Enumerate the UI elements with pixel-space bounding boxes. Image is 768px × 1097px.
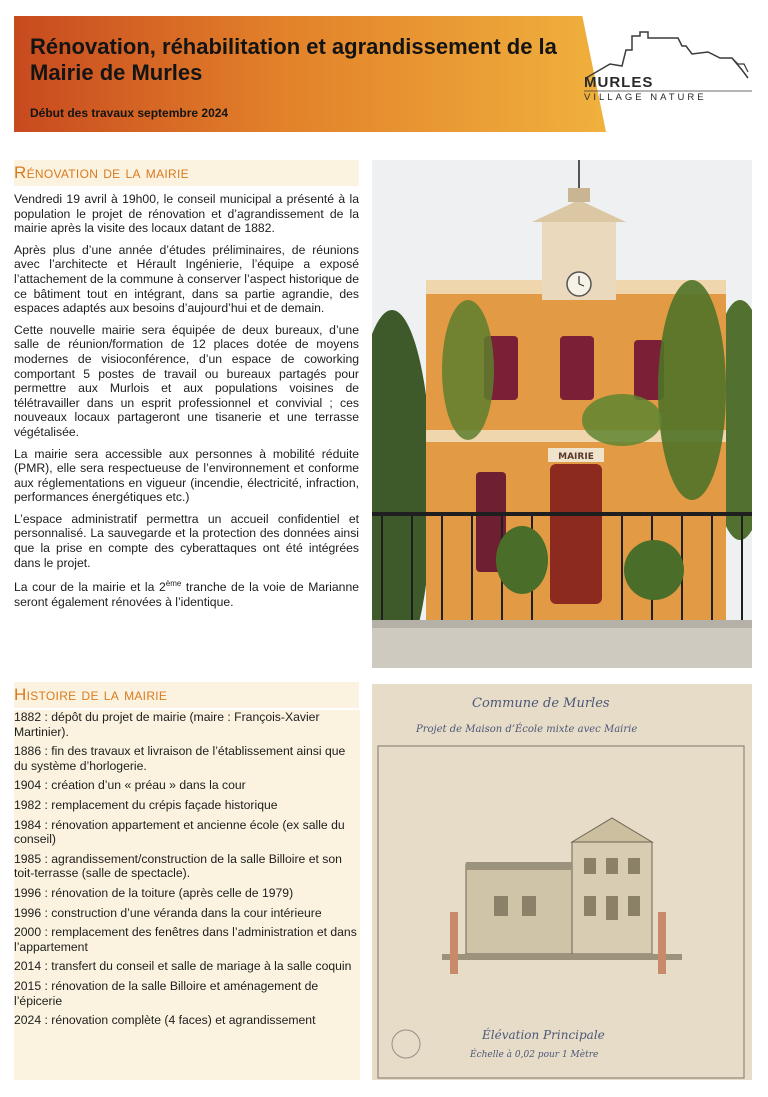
plan-scale-label: Échelle à 0,02 pour 1 Mètre — [470, 1050, 599, 1060]
paragraph: Après plus d’une année d’études préliminaires, de réunions avec l’architecte et Hérault Ingénierie, l’équipe a exposé l’attachement de la commune à conserver l’aspect historique de ce bâtiment tout en intégrant, dans sa partie agrandie, des espaces adaptés aux besoins d’aujourd’hui et de demain. — [14, 242, 359, 316]
histoire-heading: Histoire de la mairie — [14, 682, 359, 708]
renovation-heading: Rénovation de la mairie — [14, 160, 359, 186]
plan-subtitle: Projet de Maison d’École mixte avec Mairie — [416, 724, 638, 735]
logo-name: MURLES — [584, 74, 654, 91]
logo-tagline: VILLAGE NATURE — [584, 92, 707, 103]
list-item: 1886 : fin des travaux et livraison de l’établissement ainsi que du système d’horlogerie. — [14, 744, 346, 773]
list-item: 1996 : rénovation de la toiture (après celle de 1979) — [14, 885, 294, 900]
paragraph: Vendredi 19 avril à 19h00, le conseil municipal a présenté à la population le projet de rénovation et d’agrandissement de la mairie après la visite des locaux datant de 1882. — [14, 192, 359, 236]
page-subtitle: Début des travaux septembre 2024 — [30, 106, 229, 120]
list-item: 1984 : rénovation appartement et ancienne école (ex salle du conseil) — [14, 817, 345, 847]
list-item: 1904 : création d’un « préau » dans la cour — [14, 778, 246, 793]
architectural-plan — [372, 684, 752, 1080]
list-item: 2015 : rénovation de la salle Billoire et aménagement de l’épicerie — [14, 978, 319, 1008]
paragraph: L’espace administratif permettra un accueil confidentiel et personnalisé. La sauvegarde et la protection des données ainsi que la prise en compte des cyberattaques ont été intégrées dans le projet. — [14, 511, 359, 570]
mairie-sign: MAIRIE — [558, 452, 594, 462]
paragraph-last: La cour de la mairie et la 2ème tranche de la voie de Marianne seront également rénovées à l’identique. — [14, 579, 360, 609]
list-item: 1982 : remplacement du crépis façade historique — [14, 797, 278, 812]
paragraph: Cette nouvelle mairie sera équipée de deux bureaux, d’une salle de réunion/formation de 12 places dotée de moyens modernes de visioconférence, d’un espace de coworking comportant 5 postes de travail ou bureaux partagés pour permettre aux Murlois et aux populations voisines de télétravailler dans un esprit professionnel et convivial ; ces nouveaux locaux partageront une tisanerie et une terrasse végétalisée. — [14, 322, 359, 439]
histoire-panel — [14, 710, 360, 1080]
plan-title: Commune de Murles — [472, 696, 610, 711]
list-item: 1996 : construction d’une véranda dans la cour intérieure — [14, 905, 322, 920]
list-item: 1882 : dépôt du projet de mairie (maire : François-Xavier Martinier). — [14, 710, 320, 739]
histoire-list — [14, 710, 360, 1033]
murles-logo — [582, 28, 758, 108]
paragraph: La mairie sera accessible aux personnes à mobilité réduite (PMR), elle sera respectueuse de l’environnement et conforme aux réglementations en vigueur (incendie, électricité, infraction, performances énergétiques etc.) — [14, 446, 359, 505]
page-title: Rénovation, réhabilitation et agrandissement de la Mairie de Murles — [30, 34, 557, 85]
mairie-photo — [372, 160, 752, 668]
list-item: 1985 : agrandissement/construction de la salle Billoire et son toit-terrasse (salle de spectacle). — [14, 851, 342, 881]
list-item: 2014 : transfert du conseil et salle de mariage à la salle coquin — [14, 959, 352, 974]
renovation-text — [14, 192, 359, 617]
list-item: 2000 : remplacement des fenêtres dans l’administration et dans l’appartement — [14, 925, 357, 954]
plan-elevation-label: Élévation Principale — [482, 1028, 605, 1042]
list-item: 2024 : rénovation complète (4 faces) et agrandissement — [14, 1013, 316, 1028]
